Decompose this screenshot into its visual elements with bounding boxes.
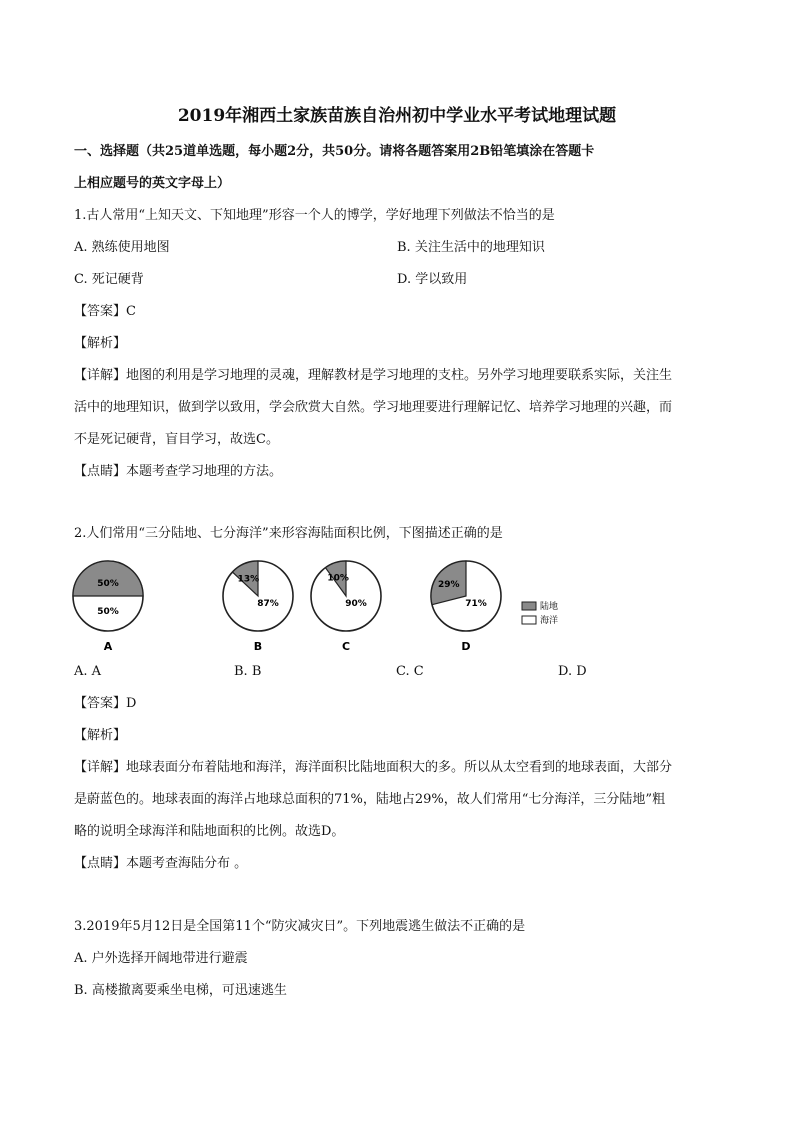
q2-stem: 2.人们常用“三分陆地、七分海洋”来形容海陆面积比例，下图描述正确的是: [74, 526, 503, 541]
pie-c-land-label: 10%: [327, 573, 349, 584]
q2-option-d: D. D: [558, 664, 587, 679]
pie-d-land-label: 29%: [438, 580, 460, 591]
q1-analysis: 【解析】: [74, 336, 127, 351]
q2-option-a: A. A: [74, 664, 102, 679]
legend-land-swatch: [522, 602, 536, 610]
pie-a-land-label: 50%: [97, 579, 119, 589]
pie-d-ocean-label: 71%: [465, 599, 487, 609]
q3-option-a: A. 户外选择开阔地带进行避震: [74, 951, 248, 966]
pie-a-ocean-label: 50%: [97, 607, 119, 617]
q2-point: 【点睛】本题考查海陆分布 。: [74, 856, 248, 871]
section-heading-line2: 上相应题号的英文字母上）: [74, 176, 231, 191]
legend-ocean-label: 海洋: [540, 616, 559, 626]
q2-analysis: 【解析】: [74, 728, 127, 743]
q1-answer: 【答案】C: [74, 304, 136, 319]
legend-land-label: 陆地: [540, 602, 559, 612]
q1-option-d: D. 学以致用: [397, 272, 468, 287]
pie-c-ocean-label: 90%: [345, 599, 367, 609]
q1-option-a: A. 熟练使用地图: [74, 240, 170, 255]
q2-option-b: B. B: [234, 664, 262, 679]
pie-b-ocean-label: 87%: [257, 599, 279, 609]
legend-ocean-swatch: [522, 616, 536, 624]
q2-detail-line: 【详解】地球表面分布着陆地和海洋，海洋面积比陆地面积大的多。所以从太空看到的地球表面，大部分: [74, 760, 673, 775]
pie-b-letter: B: [253, 640, 263, 653]
q1-detail-line: 【详解】地图的利用是学习地理的灵魂，理解教材是学习地理的支柱。另外学习地理要联系实际，关注生: [74, 368, 673, 383]
pie-c-letter: C: [341, 640, 351, 653]
q3-stem: 3.2019年5月12日是全国第11个“防灾减灾日”。下列地震逃生做法不正确的是: [74, 919, 526, 934]
q2-detail-line: 略的说明全球海洋和陆地面积的比例。故选D。: [74, 824, 345, 839]
q1-option-c: C. 死记硬背: [74, 272, 144, 287]
section-heading-line1: 一、选择题（共25道单选题，每小题2分，共50分。请将各题答案用2B铅笔填涂在答题卡: [74, 144, 595, 159]
q2-answer: 【答案】D: [74, 696, 137, 711]
pie-d-letter: D: [461, 640, 471, 653]
page-title: 2019年湘西土家族苗族自治州初中学业水平考试地理试题: [177, 106, 617, 126]
q2-option-c: C. C: [396, 664, 424, 679]
q1-stem: 1.古人常用“上知天文、下知地理”形容一个人的博学，学好地理下列做法不恰当的是: [74, 208, 555, 223]
q1-detail-line: 活中的地理知识，做到学以致用，学会欣赏大自然。学习地理要进行理解记忆、培养学习地理的兴趣，而: [74, 400, 673, 415]
q1-point: 【点睛】本题考查学习地理的方法。: [74, 464, 283, 479]
q2-detail-line: 是蔚蓝色的。地球表面的海洋占地球总面积的71%，陆地占29%，故人们常用“七分海洋，三分陆地”粗: [74, 792, 666, 807]
q1-option-b: B. 关注生活中的地理知识: [397, 240, 545, 255]
q2-pie-figure: [70, 560, 570, 656]
q1-detail-line: 不是死记硬背，盲目学习，故选C。: [74, 432, 279, 447]
pie-charts-svg: [70, 560, 570, 656]
pie-b-land-label: 13%: [237, 574, 260, 585]
q3-option-b: B. 高楼撤离要乘坐电梯，可迅速逃生: [74, 983, 287, 998]
pie-a-letter: A: [103, 640, 113, 653]
